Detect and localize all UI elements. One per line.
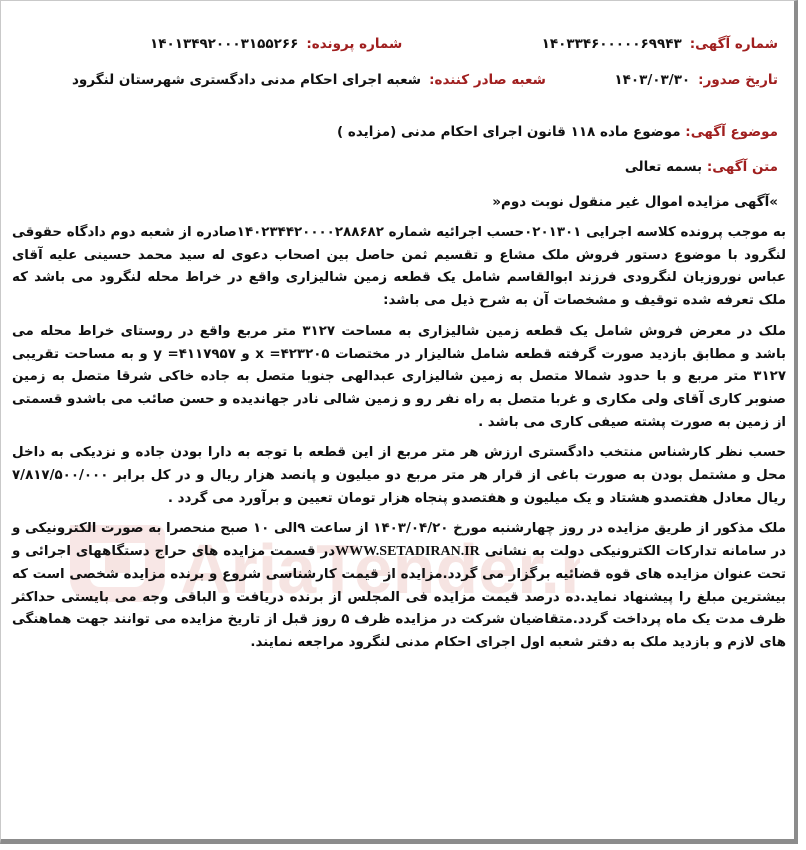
paragraph-case-details: به موجب پرونده کلاسه اجرایی ۰۲۰۱۳۰۱حسب اجرائیه شماره ۱۴۰۲۳۴۴۲۰۰۰۰۲۸۸۶۸۲صادره از شعبه دوم دادگاه حقوقی لنگرود با موضوع دستور فروش ملک مشاع و تقسیم ثمن حاصل بین اصحاب دعوی له سید محمد حسینی علیه آقای عباس نوروزیان لنگرودی فرزند ابوالقاسم شامل یک قطعه زمین شالیزاری واقع در خراط محله لنگرود می باشد که ملک تعرفه شده توقیف و مشخصات آن به شرح ذیل می باشد: [12, 225, 786, 309]
subject-value: موضوع ماده ۱۱۸ قانون اجرای احکام مدنی (مزایده ) [337, 124, 681, 140]
subject-line [20, 124, 778, 140]
header-row-2 [20, 72, 778, 88]
subject-label: موضوع آگهی: [685, 124, 778, 140]
issuer-group [72, 72, 546, 88]
issue-date-value: ۱۴۰۳/۰۳/۳۰ [614, 72, 691, 88]
case-number-label: شماره پرونده: [306, 36, 403, 52]
issue-date-group [614, 72, 778, 88]
ad-number-group [542, 36, 778, 52]
ad-text-value: بسمه تعالی [624, 159, 703, 175]
paragraph-auction-terms [12, 518, 786, 654]
issuer-label: شعبه صادر کننده: [429, 72, 546, 88]
case-number-group [150, 36, 402, 52]
ad-text-label: متن آگهی: [706, 159, 778, 175]
notice-title: »آگهی مزایده اموال غیر منقول نوبت دوم« [492, 194, 778, 210]
notice-body [12, 222, 786, 663]
auction-terms-part-2: در قسمت مزایده های حراج دستگاههای اجرائی و تحت عنوان مزایده های قوه قضائیه برگزار می گردد.مزایده از قیمت کارشناسی شروع و برنده مزایده شخصی است که بیشترین مبلغ را پیشنهاد نماید.ده درصد قیمت مزایده فی المجلس از برنده دریافت و الباقی وجه می بایستی حداکثر ظرف مدت یک ماه پرداخت گردد.متقاضیان شرکت در مزایده ظرف ۵ روز قبل از تاریخ مزایده می توانند جهت هماهنگی های لازم و بازدید ملک به دفتر شعبه اول اجرای احکام مدنی لنگرود مراجعه نمایند. [12, 544, 786, 650]
setadiran-link[interactable]: WWW.SETADIRAN.IR [335, 544, 480, 560]
issuer-value: شعبه اجرای احکام مدنی دادگستری شهرستان لنگرود [72, 72, 422, 88]
auction-terms-part-1: ملک مذکور از طریق مزایده در روز چهارشنبه مورخ ۱۴۰۳/۰۴/۲۰ از ساعت ۹الی ۱۰ صبح منحصرا به صورت الکترونیکی و در سامانه تدارکات الکترونیکی دولت به نشانی [12, 521, 787, 560]
paragraph-appraisal: حسب نظر کارشناس منتخب دادگستری ارزش هر متر مربع از این قطعه با توجه به دارا بودن جاده و نزدیکی به داخل محل و مشتمل بودن به صورت باغی از قرار هر متر مربع دو میلیون و پانصد هزار ریال و در کل برابر ۷/۸۱۷/۵۰۰/۰۰۰ ریال معادل هفتصدو هشتاد و یک میلیون و هفتصدو پنجاه هزار تومان تعیین و برآورد می گردد . [12, 445, 786, 506]
ad-number-value: ۱۴۰۳۳۴۶۰۰۰۰۰۶۹۹۴۳ [541, 36, 682, 52]
header-row-1 [20, 36, 778, 52]
issue-date-label: تاریخ صدور: [698, 72, 778, 88]
paragraph-property-description: ملک در معرض فروش شامل یک قطعه زمین شالیزاری به مساحت ۳۱۲۷ متر مربع واقع در روستای خراط محله می باشد و مطابق بازدید صورت گرفته قطعه شامل شالیزار در مختصات ۴۲۳۲۰۵= x و ۴۱۱۷۹۵۷= y و به مساحت تقریبی ۳۱۲۷ متر مربع و با حدود شمالا متصل به زمین شالیزاری عبدالهی جنوبا متصل به جاده خاکی شرقا متصل به زمین صنوبر کاری آقای ولی مکاری و غربا متصل به راه نفر رو و زمین شالی نادر جهاندیده و حسن صائب می باشدو قسمتی از زمین به صورت پشته صیفی کاری می باشد . [12, 323, 786, 430]
ad-text-line [20, 159, 778, 175]
ad-number-label: شماره آگهی: [689, 36, 778, 52]
case-number-value: ۱۴۰۱۳۴۹۲۰۰۰۳۱۵۵۲۶۶ [150, 36, 299, 52]
